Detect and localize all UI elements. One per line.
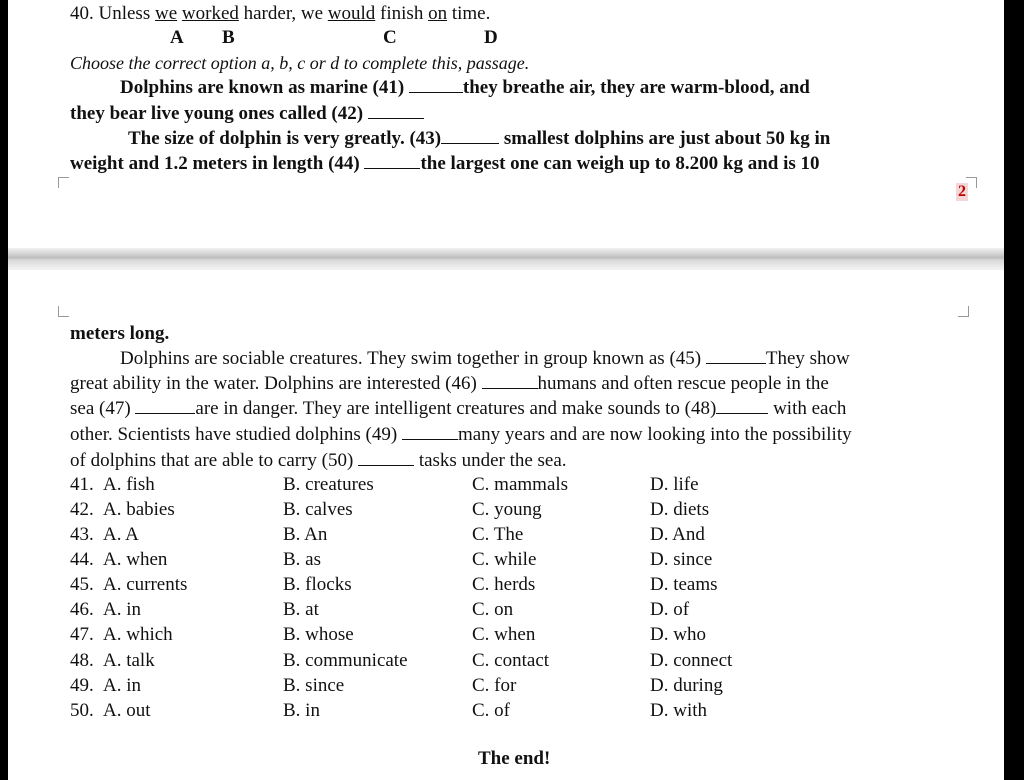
passage-l3a: sea (47) bbox=[70, 398, 136, 419]
q40-letter-a: A bbox=[170, 27, 184, 48]
option-a: A. currents bbox=[103, 574, 188, 595]
passage-l2b: humans and often rescue people in the bbox=[537, 373, 829, 394]
q40-underlined-a: we bbox=[154, 3, 178, 24]
passage-line-4 bbox=[70, 424, 852, 446]
passage-l1a: Dolphins are sociable creatures. They swim together in group known as (45) bbox=[120, 348, 706, 369]
option-b: B. communicate bbox=[283, 650, 408, 671]
passage-bold-line-3 bbox=[128, 128, 830, 150]
option-a: A. out bbox=[103, 700, 151, 721]
passage-bold-l1b: they breathe air, they are warm-blood, and bbox=[462, 77, 810, 98]
passage-line-3 bbox=[70, 398, 846, 420]
the-end-text: The end! bbox=[478, 748, 551, 769]
q40-letter-c: C bbox=[383, 27, 397, 48]
option-b: B. since bbox=[283, 675, 345, 696]
option-number: 41. bbox=[70, 474, 94, 495]
option-b: B. at bbox=[283, 599, 319, 620]
option-c: C. of bbox=[472, 700, 510, 721]
q40-underlined-d: on bbox=[428, 3, 448, 24]
option-b: B. calves bbox=[283, 499, 353, 520]
q40-underlined-c: would bbox=[327, 3, 376, 24]
passage-l4a: other. Scientists have studied dolphins (49) bbox=[70, 424, 402, 445]
blank-47 bbox=[135, 399, 195, 414]
passage-l1b: They show bbox=[765, 348, 850, 369]
option-c: C. The bbox=[472, 524, 524, 545]
option-a: A. in bbox=[103, 675, 141, 696]
passage-l5a: of dolphins that are able to carry (50) bbox=[70, 450, 359, 471]
passage-bold-line-4 bbox=[70, 153, 820, 175]
option-d: D. And bbox=[650, 524, 705, 545]
option-d: D. teams bbox=[650, 574, 718, 595]
option-c: C. when bbox=[472, 624, 536, 645]
option-c: C. on bbox=[472, 599, 514, 620]
question-40 bbox=[70, 3, 490, 25]
option-c: C. while bbox=[472, 549, 537, 570]
option-number: 45. bbox=[70, 574, 94, 595]
option-c: C. young bbox=[472, 499, 542, 520]
corner-mark bbox=[958, 306, 969, 317]
option-number: 49. bbox=[70, 675, 94, 696]
option-b: B. creatures bbox=[283, 474, 374, 495]
passage-bold-l4a: weight and 1.2 meters in length (44) bbox=[70, 153, 365, 174]
option-d: D. since bbox=[650, 549, 713, 570]
option-b: B. in bbox=[283, 700, 320, 721]
passage-l2a: great ability in the water. Dolphins are interested (46) bbox=[70, 373, 482, 394]
option-d: D. with bbox=[650, 700, 707, 721]
option-number: 48. bbox=[70, 650, 94, 671]
option-number: 50. bbox=[70, 700, 94, 721]
option-a: A. fish bbox=[103, 474, 155, 495]
option-a: A. babies bbox=[103, 499, 175, 520]
passage-line-5 bbox=[70, 450, 567, 472]
blank-49 bbox=[402, 425, 458, 440]
option-c: C. mammals bbox=[472, 474, 569, 495]
passage-line-1 bbox=[120, 348, 850, 370]
q40-letter-d: D bbox=[484, 27, 498, 48]
option-number: 42. bbox=[70, 499, 94, 520]
option-d: D. life bbox=[650, 474, 699, 495]
option-a: A. when bbox=[103, 549, 168, 570]
option-a: A. in bbox=[103, 599, 141, 620]
option-b: B. whose bbox=[283, 624, 354, 645]
q40-text-mid1: harder, we bbox=[238, 3, 328, 24]
passage-bold-l3b: smallest dolphins are just about 50 kg in bbox=[499, 128, 831, 149]
option-c: C. for bbox=[472, 675, 517, 696]
option-d: D. of bbox=[650, 599, 690, 620]
option-number: 44. bbox=[70, 549, 94, 570]
option-a: A. which bbox=[103, 624, 173, 645]
passage-l3b: are in danger. They are intelligent creatures and make sounds to (48) bbox=[195, 398, 717, 419]
option-d: D. during bbox=[650, 675, 723, 696]
blank-45 bbox=[706, 349, 766, 364]
blank-48 bbox=[716, 399, 768, 414]
option-d: D. who bbox=[650, 624, 706, 645]
option-c: C. contact bbox=[472, 650, 550, 671]
blank-44 bbox=[364, 154, 420, 169]
option-number: 47. bbox=[70, 624, 94, 645]
option-a: A. talk bbox=[103, 650, 155, 671]
blank-50 bbox=[358, 451, 414, 466]
blank-41 bbox=[409, 78, 463, 93]
passage-bold-l2a: they bear live young ones called (42) bbox=[70, 103, 368, 124]
q40-text-suffix: time. bbox=[447, 3, 491, 24]
passage-l5b: tasks under the sea. bbox=[414, 450, 567, 471]
option-b: B. An bbox=[283, 524, 328, 545]
q40-letter-b: B bbox=[222, 27, 235, 48]
corner-mark bbox=[58, 177, 69, 188]
passage-line-2 bbox=[70, 373, 829, 395]
blank-43 bbox=[441, 129, 499, 144]
passage-bold-l4b: the largest one can weigh up to 8.200 kg and is 10 bbox=[420, 153, 820, 174]
page-number: 2 bbox=[958, 183, 966, 200]
option-d: D. diets bbox=[650, 499, 710, 520]
passage-bold-line-1 bbox=[120, 77, 810, 99]
option-c: C. herds bbox=[472, 574, 536, 595]
q40-underlined-b: worked bbox=[181, 3, 239, 24]
instruction-text: Choose the correct option a, b, c or d to complete this, passage. bbox=[70, 53, 530, 73]
passage-bold-l1a: Dolphins are known as marine (41) bbox=[120, 77, 409, 98]
passage-bold-line-2 bbox=[70, 103, 424, 125]
option-number: 46. bbox=[70, 599, 94, 620]
passage-bold-line-5: meters long. bbox=[70, 323, 170, 344]
option-b: B. flocks bbox=[283, 574, 352, 595]
blank-46 bbox=[482, 374, 538, 389]
option-number: 43. bbox=[70, 524, 94, 545]
option-b: B. as bbox=[283, 549, 321, 570]
q40-text-mid2: finish bbox=[375, 3, 429, 24]
passage-l4b: many years and are now looking into the possibility bbox=[457, 424, 852, 445]
option-a: A. A bbox=[103, 524, 139, 545]
passage-l3c: with each bbox=[768, 398, 847, 419]
option-d: D. connect bbox=[650, 650, 733, 671]
blank-42 bbox=[368, 104, 424, 119]
page-break bbox=[8, 248, 1004, 270]
passage-bold-l3a: The size of dolphin is very greatly. (43) bbox=[128, 128, 442, 149]
q40-text-prefix: 40. Unless bbox=[70, 3, 155, 24]
corner-mark bbox=[58, 306, 69, 317]
